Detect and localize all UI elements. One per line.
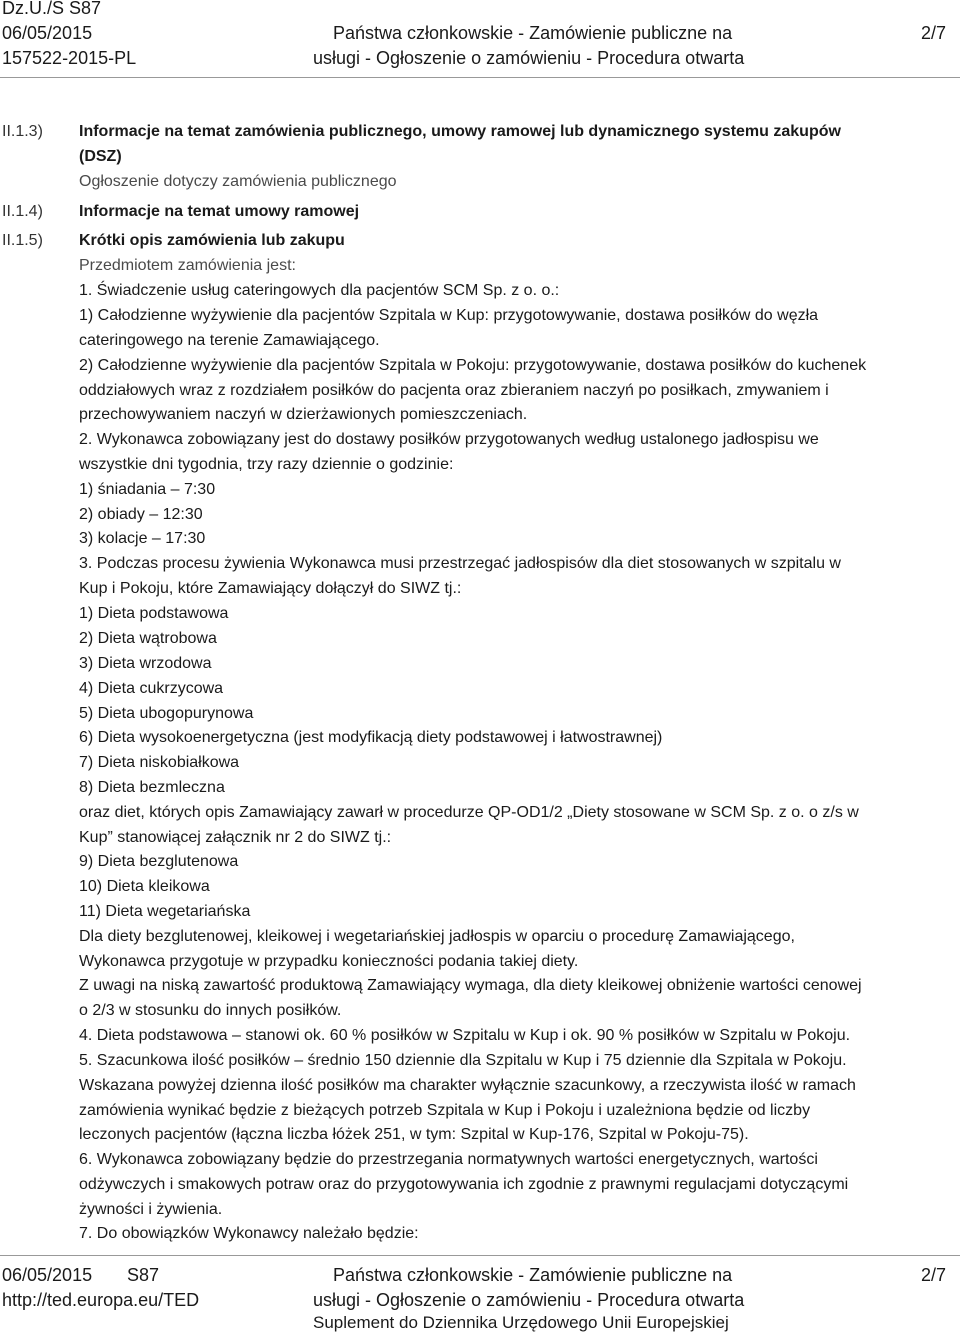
text-line: Z uwagi na niską zawartość produktową Zamawiający wymaga, dla diety kleikowej obniżenie wartości cenowej: [79, 977, 862, 994]
text-line: 7. Do obowiązków Wykonawcy należało będzie:: [79, 1225, 419, 1242]
text-line: Dla diety bezglutenowej, kleikowej i wegetariańskiej jadłospis w oparciu o procedurę Zamawiającego,: [79, 928, 795, 945]
text-line: 3) kolacje – 17:30: [79, 530, 206, 547]
document-id: 157522-2015-PL: [2, 48, 137, 68]
text-line: o 2/3 w stosunku do innych posiłków.: [79, 1002, 342, 1019]
text-line: 1) Dieta podstawowa: [79, 605, 229, 622]
section-number: II.1.5): [2, 232, 43, 249]
journal-ref: Dz.U./S S87: [2, 0, 102, 18]
footer-issue: S87: [127, 1265, 160, 1285]
text-line: Kup i Pokoju, które Zamawiający dołączył do SIWZ tj.:: [79, 580, 462, 597]
footer-url[interactable]: http://ted.europa.eu/TED: [2, 1290, 200, 1310]
text-line: Wskazana powyżej dzienna ilość posiłków ma charakter wyłącznie szacunkowy, a rzeczywista ilość w ramach: [79, 1077, 856, 1094]
footer-title-line1: Państwa członkowskie - Zamówienie publiczne na: [333, 1265, 733, 1285]
text-line: 2. Wykonawca zobowiązany jest do dostawy posiłków przygotowanych według ustalonego jadłospisu we: [79, 431, 819, 448]
text-line: 3) Dieta wrzodowa: [79, 655, 212, 672]
text-line: zamówienia wynikać będzie z bieżących potrzeb Szpitala w Kup i Pokoju i uzależniona będzie od liczby: [79, 1102, 811, 1119]
text-line: cateringowego na terenie Zamawiającego.: [79, 332, 380, 349]
footer-divider: [0, 1255, 960, 1256]
text-line: żywności i żywienia.: [79, 1201, 223, 1218]
text-line: 10) Dieta kleikowa: [79, 878, 210, 895]
text-line: przechowywaniem naczyń w dzierżawionych pomieszczeniach.: [79, 406, 528, 423]
text-line: oddziałowych wraz z rozdziałem posiłków do pacjenta oraz zbieraniem naczyń po posiłkach, zmywaniem i: [79, 382, 829, 399]
header-title-line2: usługi - Ogłoszenie o zamówieniu - Procedura otwarta: [313, 48, 745, 68]
text-line: wszystkie dni tygodnia, trzy razy dziennie o godzinie:: [79, 456, 454, 473]
text-line: 2) obiady – 12:30: [79, 506, 203, 523]
text-line: odżywczych i smakowych potraw oraz do przygotowywania ich zgodnie z prawnymi regulacjami dotyczącymi: [79, 1176, 849, 1193]
text-line: 4. Dieta podstawowa – stanowi ok. 60 % posiłków w Szpitalu w Kup i ok. 90 % posiłków w Szpitalu w Pokoju.: [79, 1027, 851, 1044]
text-line: oraz diet, których opis Zamawiający zawarł w procedurze QP-OD1/2 „Diety stosowane w SCM Sp. z o. o z/s w: [79, 804, 859, 821]
header-date: 06/05/2015: [2, 23, 93, 43]
text-line: 1. Świadczenie usług cateringowych dla pacjentów SCM Sp. z o. o.:: [79, 282, 560, 299]
text-line: Wykonawca przygotuje w przypadku konieczności podania takiej diety.: [79, 953, 579, 970]
text-line: 4) Dieta cukrzycowa: [79, 680, 224, 697]
text-line: 6) Dieta wysokoenergetyczna (jest modyfikacją diety podstawowej i łatwostrawnej): [79, 729, 663, 746]
text-line: 8) Dieta bezmleczna: [79, 779, 225, 796]
footer-date: 06/05/2015: [2, 1265, 93, 1285]
text-line: 6. Wykonawca zobowiązany będzie do przestrzegania normatywnych wartości energetycznych, wartości: [79, 1151, 818, 1168]
text-line: Przedmiotem zamówienia jest:: [79, 257, 296, 274]
footer-title-line2: usługi - Ogłoszenie o zamówieniu - Procedura otwarta: [313, 1290, 745, 1310]
text-line: 2) Dieta wątrobowa: [79, 630, 217, 647]
text-line: Ogłoszenie dotyczy zamówienia publicznego: [79, 173, 397, 190]
text-line: 3. Podczas procesu żywienia Wykonawca musi przestrzegać jadłospisów dla diet stosowanych w szpitalu w: [79, 555, 841, 572]
text-line: 5. Szacunkowa ilość posiłków – średnio 150 dziennie dla Szpitalu w Kup i 75 dziennie dla Szpitala w Pokoju.: [79, 1052, 847, 1069]
section-heading: Informacje na temat zamówienia publicznego, umowy ramowej lub dynamicznego systemu zakupów: [79, 123, 841, 140]
text-line: 1) śniadania – 7:30: [79, 481, 216, 498]
header-divider: [0, 77, 960, 78]
text-line: leczonych pacjentów (łączna liczba łóżek 251, w tym: Szpital w Kup-176, Szpital w Pokoju-75).: [79, 1126, 749, 1143]
text-line: 1) Całodzienne wyżywienie dla pacjentów Szpitala w Kup: przygotowywanie, dostawa posiłków do węzła: [79, 307, 819, 324]
header-title-line1: Państwa członkowskie - Zamówienie publiczne na: [333, 23, 733, 43]
footer-title-line3: Suplement do Dziennika Urzędowego Unii Europejskiej: [313, 1313, 729, 1332]
footer-page-number: 2/7: [921, 1265, 947, 1285]
section-heading: Krótki opis zamówienia lub zakupu: [79, 232, 345, 249]
text-line: Kup” stanowiącej załącznik nr 2 do SIWZ tj.:: [79, 829, 392, 846]
text-line: 7) Dieta niskobiałkowa: [79, 754, 240, 771]
text-line: 2) Całodzienne wyżywienie dla pacjentów Szpitala w Pokoju: przygotowywanie, dostawa posiłków do kuchenek: [79, 357, 867, 374]
text-line: 9) Dieta bezglutenowa: [79, 853, 239, 870]
section-heading: Informacje na temat umowy ramowej: [79, 203, 360, 220]
section-number: II.1.3): [2, 123, 43, 140]
section-heading: (DSZ): [79, 148, 122, 165]
section-number: II.1.4): [2, 203, 43, 220]
text-line: 5) Dieta ubogopurynowa: [79, 705, 254, 722]
text-line: 11) Dieta wegetariańska: [79, 903, 251, 920]
header-page-number: 2/7: [921, 23, 947, 43]
